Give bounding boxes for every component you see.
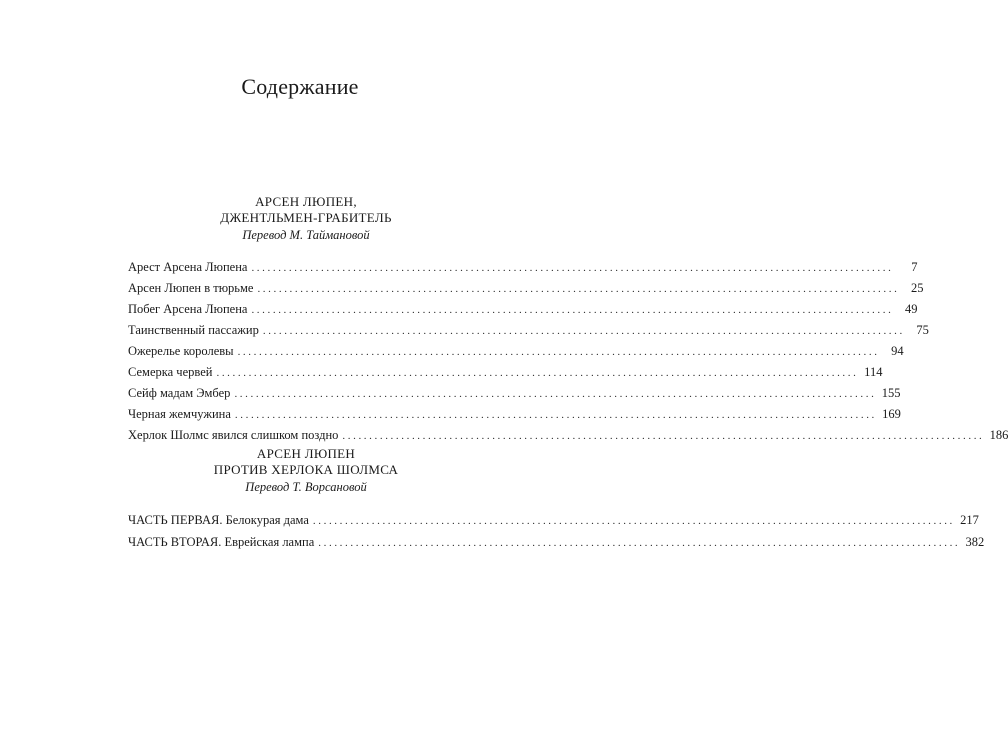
toc-entry-page: 217 [960,513,979,527]
dot-leader: ........................................................................................................................ [234,388,877,400]
toc-entry-page: 155 [881,386,901,400]
dot-leader: ........................................................................................................................ [318,537,961,549]
translator-credit: Перевод М. Таймановой [242,228,370,242]
toc-entry-page: 7 [911,260,918,274]
section-heading-line: ПРОТИВ ХЕРЛОКА ШОЛМСА [213,462,399,477]
toc-entry-page: 25 [910,281,924,295]
toc-entry-page: 49 [904,302,918,316]
toc-section-gentleman-burglar [128,194,1008,448]
page-title: Содержание [241,74,359,99]
section-heading [128,446,484,478]
dot-leader: ........................................................................................................................ [262,325,905,337]
toc-entry[interactable] [128,322,929,343]
toc-entry-title: Арест Арсена Люпена [128,260,248,274]
dot-leader: ........................................................................................................................ [312,515,955,527]
toc-entry[interactable] [128,427,1008,448]
dot-leader: ........................................................................................................................ [257,283,900,295]
toc-entry-title: Побег Арсена Люпена [128,302,248,316]
translator-credit: Перевод Т. Ворсановой [245,480,367,494]
toc-entry-page: 382 [965,535,985,549]
toc-entry-page: 75 [916,323,929,337]
dot-leader: ........................................................................................................................ [342,430,985,442]
toc-entry-title: Таинственный пассажир [128,323,259,337]
toc-entry-page: 186 [989,428,1008,442]
toc-entry[interactable] [128,385,901,406]
dot-leader: ........................................................................................................................ [251,262,894,274]
toc-entry-page: 94 [891,344,904,358]
toc-list [128,512,985,556]
toc-list [128,259,1008,448]
toc-entry-title: ЧАСТЬ ВТОРАЯ. Еврейская лампа [128,535,315,549]
section-heading-line: ДЖЕНТЛЬМЕН-ГРАБИТЕЛЬ [220,210,392,225]
section-heading-line: АРСЕН ЛЮПЕН [256,446,356,461]
toc-entry[interactable] [128,259,918,280]
section-heading-line: АРСЕН ЛЮПЕН, [255,194,357,209]
toc-entry-page: 169 [882,407,901,421]
toc-entry-title: Семерка червей [128,365,213,379]
section-heading [128,194,484,226]
toc-entry[interactable] [128,512,979,534]
toc-entry-title: Херлок Шолмс явился слишком поздно [128,428,339,442]
toc-entry-title: Черная жемчужина [128,407,231,421]
toc-entry-title: ЧАСТЬ ПЕРВАЯ. Белокурая дама [128,513,309,527]
toc-entry-title: Арсен Люпен в тюрьме [128,281,254,295]
toc-entry[interactable] [128,534,985,556]
toc-entry[interactable] [128,280,924,301]
toc-entry[interactable] [128,406,901,427]
toc-entry[interactable] [128,364,883,385]
toc-entry[interactable] [128,343,904,364]
dot-leader: ........................................................................................................................ [237,346,880,358]
dot-leader: ........................................................................................................................ [234,409,877,421]
dot-leader: ........................................................................................................................ [216,367,859,379]
toc-section-vs-herlock-sholmes [128,446,985,556]
dot-leader: ........................................................................................................................ [251,304,894,316]
toc-entry[interactable] [128,301,918,322]
toc-entry-title: Ожерелье королевы [128,344,234,358]
toc-entry-page: 114 [864,365,883,379]
toc-entry-title: Сейф мадам Эмбер [128,386,231,400]
